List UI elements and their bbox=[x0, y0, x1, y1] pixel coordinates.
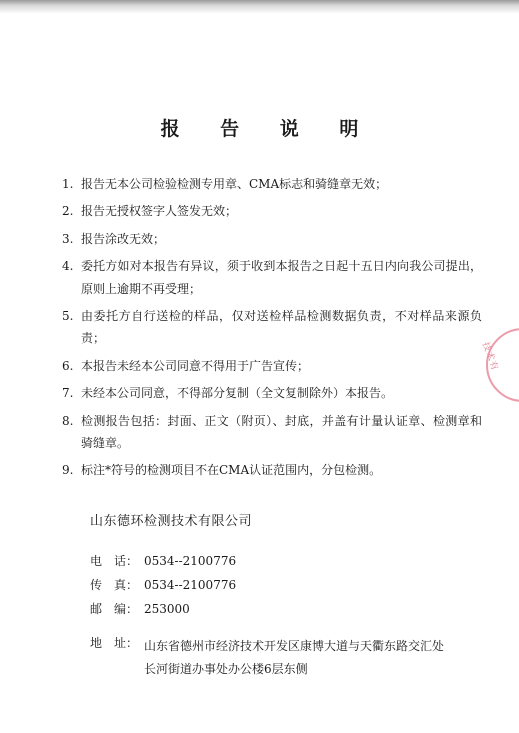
item-text: 标注*符号的检测项目不在CMA认证范围内，分包检测。 bbox=[81, 463, 382, 478]
list-item bbox=[62, 173, 482, 195]
phone-label: 电 话： bbox=[90, 554, 139, 568]
address-value: 山东省德州市经济技术开发区康博大道与天衢东路交汇处长河街道办事处办公楼6层东侧 bbox=[144, 639, 445, 676]
item-text: 报告无本公司检验检测专用章、CMA标志和骑缝章无效； bbox=[81, 177, 388, 191]
item-number: 8. bbox=[62, 413, 74, 428]
item-number: 9. bbox=[62, 463, 74, 478]
fax-value: 0534--2100776 bbox=[144, 578, 237, 592]
fax-label: 传 真： bbox=[90, 578, 139, 592]
notes-list bbox=[62, 173, 482, 487]
item-number: 2. bbox=[62, 204, 74, 219]
list-item bbox=[62, 305, 482, 350]
seal-stamp-text: 技术有 bbox=[479, 341, 500, 373]
item-text: 报告涂改无效； bbox=[81, 231, 166, 246]
item-number: 6. bbox=[62, 358, 74, 373]
list-item bbox=[62, 459, 482, 481]
address-label: 地 址： bbox=[90, 636, 139, 650]
company-name: 山东德环检测技术有限公司 bbox=[90, 514, 253, 529]
scan-top-edge bbox=[0, 0, 519, 14]
list-item bbox=[62, 382, 482, 404]
list-item bbox=[62, 228, 482, 250]
item-text: 本报告未经本公司同意不得用于广告宣传； bbox=[81, 358, 310, 373]
item-text: 检测报告包括：封面、正文（附页）、封底，并盖有计量认证章、检测章和骑缝章。 bbox=[81, 413, 482, 451]
postcode-row bbox=[90, 601, 454, 625]
fax-row bbox=[90, 577, 454, 601]
list-item bbox=[62, 200, 482, 222]
contact-block bbox=[90, 553, 454, 681]
list-item bbox=[62, 355, 482, 377]
item-text: 未经本公司同意，不得部分复制（全文复制除外）本报告。 bbox=[81, 386, 394, 401]
item-number: 4. bbox=[62, 259, 74, 274]
phone-row bbox=[90, 553, 454, 577]
address-row bbox=[90, 635, 454, 681]
item-number: 7. bbox=[62, 386, 74, 401]
item-text: 报告无授权签字人签发无效； bbox=[81, 204, 238, 219]
postcode-label: 邮 编： bbox=[90, 602, 139, 616]
list-item bbox=[62, 410, 482, 455]
item-number: 3. bbox=[62, 231, 74, 246]
item-number: 1. bbox=[62, 177, 74, 191]
item-text: 由委托方自行送检的样品，仅对送检样品检测数据负责，不对样品来源负责； bbox=[81, 309, 482, 346]
phone-value: 0534--2100776 bbox=[144, 554, 237, 568]
list-item bbox=[62, 255, 482, 300]
postcode-value: 253000 bbox=[144, 602, 190, 616]
item-text: 委托方如对本报告有异议，须于收到本报告之日起十五日内向我公司提出，原则上逾期不再受理； bbox=[81, 259, 482, 296]
item-number: 5. bbox=[62, 309, 74, 324]
page-title: 报 告 说 明 bbox=[160, 118, 376, 140]
